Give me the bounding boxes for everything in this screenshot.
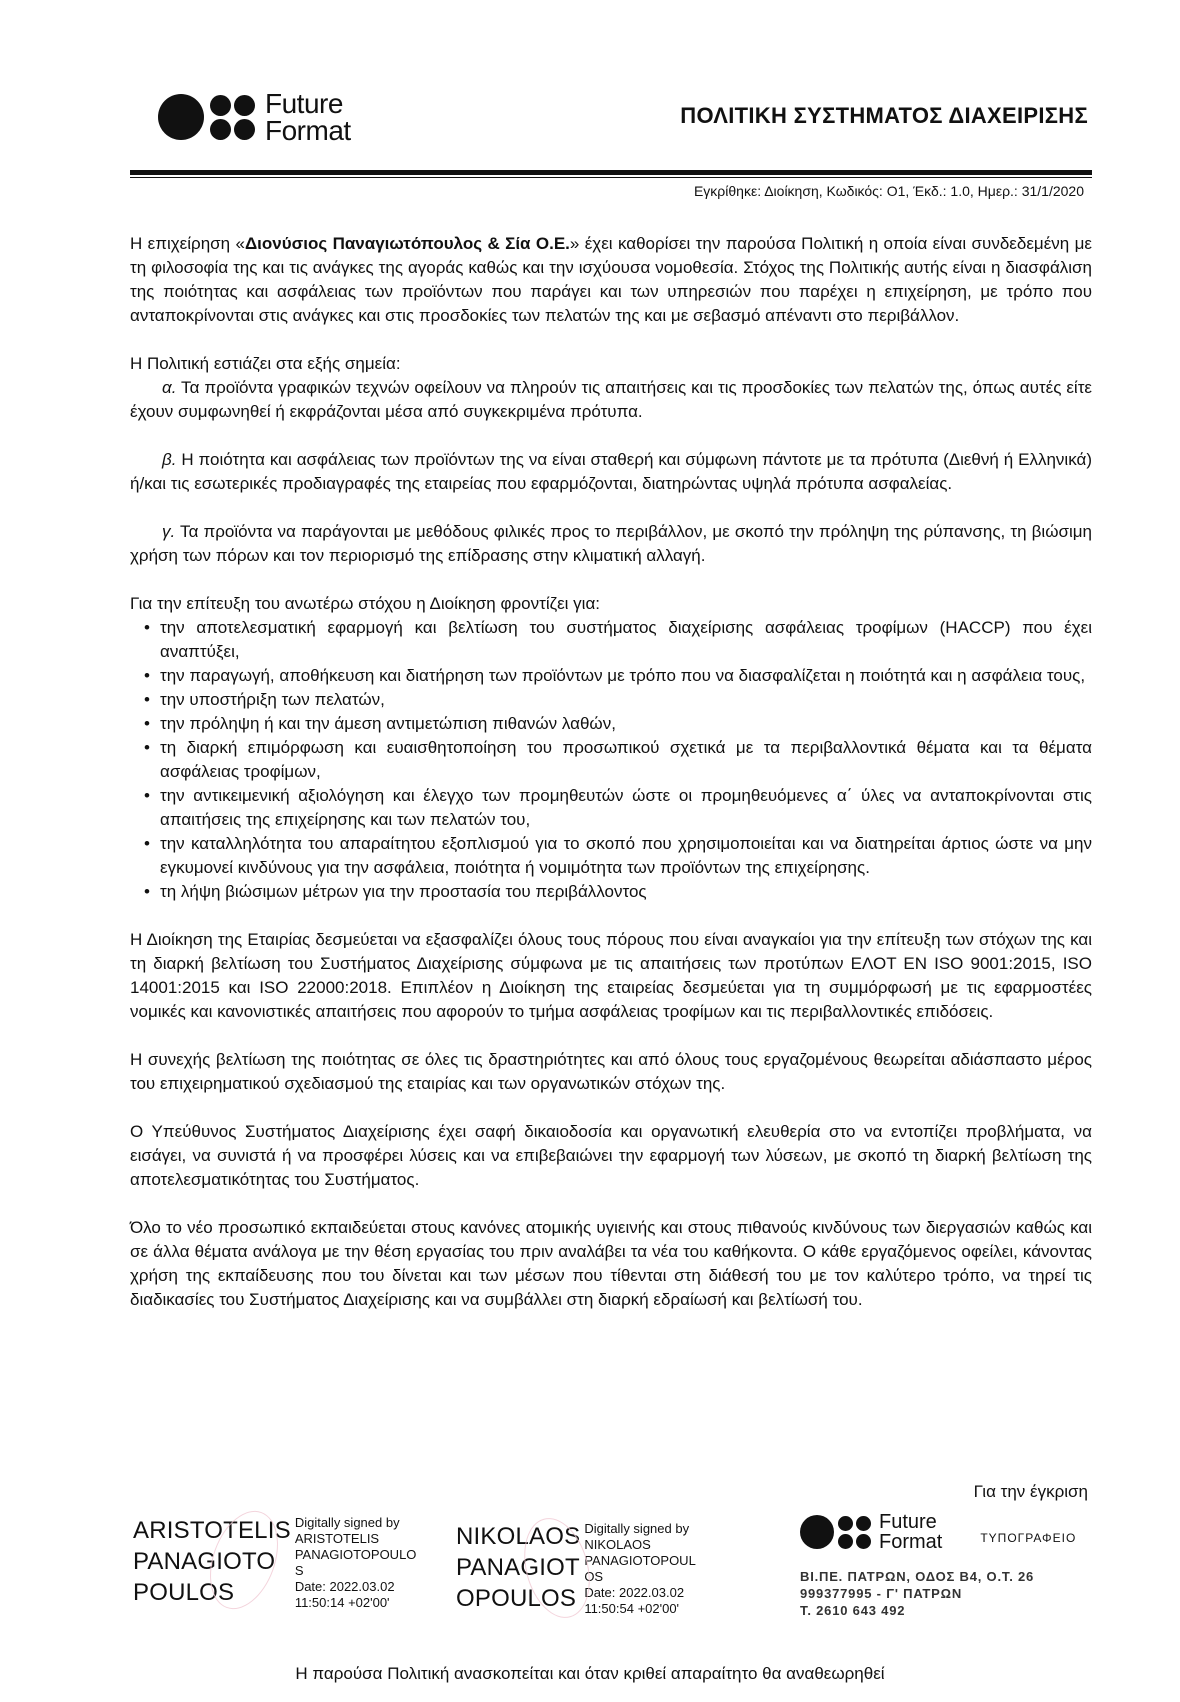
logo-line-1: Future [265, 88, 343, 119]
digital-signature-1 [133, 1515, 416, 1611]
focus-item-label: β. [162, 450, 177, 469]
training-paragraph: Όλο το νέο προσωπικό εκπαιδεύεται στους κανόνες ατομικής υγιεινής και στους πιθανούς κινδύνους των διεργασιών καθώς και σε άλλα θέματα ανάλογα με την θέση εργασίας του πριν αναλάβει τα νέα του καθήκοντα. Ο κάθε εργαζόμενος οφείλει, κάνοντας χρήση της εκπαίδευσης που του δίνεται και των μέσων που τίθενται στη διάθεσή του με τον καλύτερο τρόπο, να τηρεί τις διαδικασίες του Συστήματος Διαχείρισης και να συμβάλλει στη διαρκή εδραίωσή και βελτίωσή του. [130, 1218, 1092, 1309]
signature-detail-line: Date: 2022.03.02 [294, 1579, 395, 1594]
manager-paragraph: Ο Υπεύθυνος Συστήματος Διαχείρισης έχει σαφή δικαιοδοσία και οργανωτική ελευθερία στο να εντοπίζει προβλήματα, να εισάγει, να συνιστά ή να προσφέρει λύσεις και να επιβεβαιώνει την εφαρμογή των λύσεων, με σκοπό τη διαρκή βελτίωση της αποτελεσματικότητας του Συστήματος. [130, 1122, 1092, 1189]
digital-signature-2 [456, 1521, 696, 1617]
document-title: ΠΟΛΙΤΙΚΗ ΣΥΣΤΗΜΑΤΟΣ ΔΙΑΧΕΙΡΙΣΗΣ [680, 103, 1088, 128]
company-name: Διονύσιος Παναγιωτόπουλος & Σία Ο.Ε. [244, 234, 570, 253]
signer-name-line: NIKOLAOS [456, 1523, 581, 1550]
stamp-address-line: 999377995 - Γ' ΠΑΤΡΩΝ [800, 1586, 963, 1601]
stamp-address [800, 1568, 1100, 1619]
stamp-address-line: ΒΙ.ΠΕ. ΠΑΤΡΩΝ, ΟΔΟΣ Β4, Ο.Τ. 26 [800, 1569, 1035, 1584]
commitment-paragraph: Η Διοίκηση της Εταιρίας δεσμεύεται να εξασφαλίζει όλους τους πόρους που είναι αναγκαίοι για την επίτευξη των στόχων της και τη διαρκή βελτίωση του Συστήματος Διαχείρισης σύμφωνα με τις απαιτήσεις των προτύπων ΕΛΟΤ EN ISO 9001:2015, ISO 14001:2015 και ISO 22000:2018. Επιπλέον η Διοίκηση της εταιρείας δεσμεύεται για τη συμμόρφωσή με τις εφαρμοστέες νομικές και κανονιστικές απαιτήσεις που αφορούν το τμήμα ασφάλειας τροφίμων και τις περιβαλλοντικές επιδόσεις. [130, 930, 1092, 1021]
signature-detail-line: Digitally signed by [584, 1521, 690, 1536]
list-item: • την αντικειμενική αξιολόγηση και έλεγχο των προμηθευτών ώστε οι προμηθευόμενες α΄ ύλες να ανταποκρίνονται στις απαιτήσεις της επιχείρησης και των πελατών του, [144, 784, 1092, 832]
focus-item-label: α. [162, 378, 177, 397]
signer-name-line: POULOS [133, 1579, 235, 1606]
list-item: • την πρόληψη ή και την άμεση αντιμετώπιση πιθανών λαθών, [144, 712, 1092, 736]
intro-prefix: Η επιχείρηση « [130, 234, 245, 253]
signature-details [584, 1521, 696, 1617]
signer-name-line: PANAGIOT [456, 1554, 580, 1581]
focus-section [130, 352, 1092, 568]
header-rule-thin [130, 177, 1092, 178]
focus-item [130, 376, 1092, 424]
logo-wordmark [265, 90, 351, 144]
focus-item [130, 520, 1092, 568]
intro-paragraph [130, 232, 1092, 328]
signer-name-line: OPOULOS [456, 1585, 577, 1612]
list-item: • την παραγωγή, αποθήκευση και διατήρηση των προϊόντων με τρόπο που να διασφαλίζεται η ποιότητά και η ασφάλεια τους, [144, 664, 1092, 688]
signer-name-line: PANAGIOTO [133, 1548, 276, 1575]
focus-item-text: Τα προϊόντα γραφικών τεχνών οφείλουν να πληρούν τις απαιτήσεις και τις προσδοκίες των πελατών της, όπως αυτές είτε έχουν συμφωνηθεί ή εκφράζονται μέσα από συγκεκριμένα πρότυπα. [130, 378, 1092, 421]
focus-item-text: Τα προϊόντα να παράγονται με μεθόδους φιλικές προς το περιβάλλον, με σκοπό την πρόληψη της ρύπανσης, τη βιώσιμη χρήση των πόρων και τον περιορισμό της επίδρασης στην κλιματική αλλαγή. [130, 522, 1092, 565]
signature-detail-line: 11:50:14 +02'00' [294, 1595, 390, 1610]
signature-detail-line: PANAGIOTOPOUL [584, 1553, 696, 1568]
signature-detail-line: Digitally signed by [294, 1515, 400, 1530]
signature-detail-line: S [294, 1563, 304, 1578]
stamp-logo-quad-dots-icon [838, 1516, 871, 1549]
list-item: • τη διαρκή επιμόρφωση και ευαισθητοποίηση του προσωπικού σχετικά με τα περιβαλλοντικά θέματα και τα θέματα ασφάλειας τροφίμων, [144, 736, 1092, 784]
list-item: • την αποτελεσματική εφαρμογή και βελτίωση του συστήματος διαχείρισης ασφάλειας τροφίμων (HACCP) που έχει αναπτύξει, [144, 616, 1092, 664]
approval-line: Εγκρίθηκε: Διοίκηση, Κωδικός: Ο1, Έκδ.: 1.0, Ημερ.: 31/1/2020 [693, 183, 1084, 199]
review-footer-note: Η παρούσα Πολιτική ανασκοπείται και όταν κριθεί απαραίτητο θα αναθεωρηθεί [295, 1664, 885, 1683]
signature-details [295, 1515, 417, 1611]
list-item: • τη λήψη βιώσιμων μέτρων για την προστασία του περιβάλλοντος [144, 880, 1092, 904]
stamp-logo-dot-icon [800, 1515, 834, 1549]
focus-item-label: γ. [162, 522, 176, 541]
header-rule-thick [130, 170, 1092, 175]
focus-item [130, 448, 1092, 496]
signature-detail-line: NIKOLAOS [584, 1537, 651, 1552]
focus-item-text: Η ποιότητα και ασφάλειας των προϊόντων της να είναι σταθερή και σύμφωνη πάντοτε με τα πρότυπα (Διεθνή ή Ελληνικά) ή/και τις εσωτερικές προδιαγραφές της εταιρείας που εφαρμόζονται, διατηρώντας υψηλά πρότυπα ασφαλείας. [130, 450, 1092, 493]
signature-detail-line: 11:50:54 +02'00' [584, 1601, 680, 1616]
stamp-logo-line: Future [879, 1511, 937, 1533]
focus-heading: Η Πολιτική εστιάζει στα εξής σημεία: [130, 354, 401, 373]
intro-suffix: » έχει καθορίσει την παρούσα Πολιτική η οποία είναι συνδεδεμένη με τη φιλοσοφία της και τις ανάγκες της αγοράς καθώς και την ισχύουσα νομοθεσία. Στόχος της Πολιτικής αυτής είναι η διασφάλιση της ποιότητας και ασφάλειας των προϊόντων που παράγει και των υπηρεσιών που παρέχει η επιχείρηση, με τρόπο που ανταποκρίνονται στις ανάγκες και στις προσδοκίες των πελατών της και με σεβασμό απέναντι στο περιβάλλον. [130, 234, 1092, 325]
signature-detail-line: Date: 2022.03.02 [584, 1585, 685, 1600]
stamp-wordmark [879, 1512, 942, 1552]
stamp-address-line: Τ. 2610 643 492 [800, 1603, 906, 1618]
signature-detail-line: ARISTOTELIS [294, 1531, 380, 1546]
for-approval-label: Για την έγκριση [973, 1482, 1088, 1501]
logo-dot-icon [158, 94, 204, 140]
signature-detail-line: OS [584, 1569, 604, 1584]
logo-quad-dots-icon [210, 95, 255, 140]
list-item: • την υποστήριξη των πελατών, [144, 688, 1092, 712]
logo-line-2: Format [265, 115, 351, 146]
company-stamp [800, 1512, 1100, 1619]
company-logo [158, 90, 351, 144]
signer-name-line: ARISTOTELIS [133, 1517, 291, 1544]
stamp-business-kind: ΤΥΠΟΓΡΑΦΕΙΟ [980, 1531, 1077, 1545]
management-bullet-list [130, 616, 1092, 904]
management-heading: Για την επίτευξη του ανωτέρω στόχου η Διοίκηση φροντίζει για: [130, 594, 601, 613]
improvement-paragraph: Η συνεχής βελτίωση της ποιότητας σε όλες τις δραστηριότητες και από όλους τους εργαζομένους θεωρείται αδιάσπαστο μέρος του επιχειρηματικού σχεδιασμού της εταιρίας και των οργανωτικών στόχων της. [130, 1050, 1092, 1093]
policy-body [130, 232, 1092, 1336]
stamp-logo-line: Format [879, 1531, 943, 1553]
signature-detail-line: PANAGIOTOPOULO [294, 1547, 417, 1562]
list-item: • την καταλληλότητα του απαραίτητου εξοπλισμού για το σκοπό που χρησιμοποιείται και να διατηρείται άρτιος ώστε να μην εγκυμονεί κινδύνους για την ασφάλεια, ποιότητα ή νομιμότητα των προϊόντων της επιχείρησης. [144, 832, 1092, 880]
